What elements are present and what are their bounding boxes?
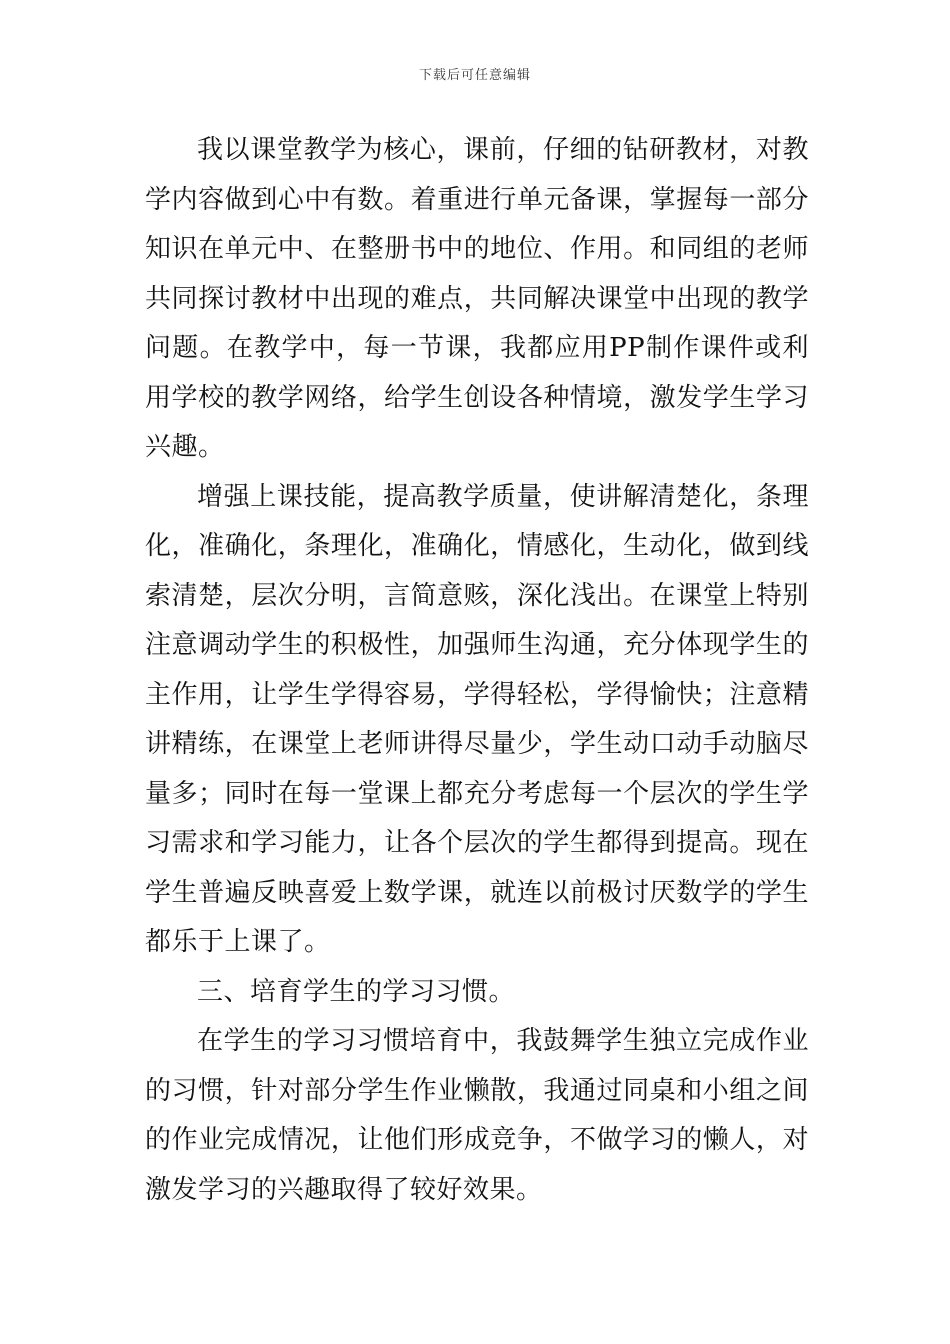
paragraph-teaching-quality: 增强上课技能，提高教学质量，使讲解清楚化，条理化，准确化，条理化，准确化，情感化，生动化，做到线索清楚，层次分明，言简意赅，深化浅出。在课堂上特别注意调动学生的积极性，加强师生沟通，充分体现学生的主作用，让学生学得容易，学得轻松，学得愉快；注意精讲精练，在课堂上老师讲得尽量少，学生动口动手动脑尽量多；同时在每一堂课上都充分考虑每一个层次的学生学习需求和学习能力，让各个层次的学生都得到提高。现在学生普遍反映喜爱上数学课，就连以前极讨厌数学的学生都乐于上课了。	[145, 481, 809, 957]
section-heading-study-habits: 三、培育学生的学习习惯。	[197, 976, 516, 1007]
paragraph-classroom-teaching: 我以课堂教学为核心，课前，仔细的钻研教材，对教学内容做到心中有数。着重进行单元备课，掌握每一部分知识在单元中、在整册书中的地位、作用。和同组的老师共同探讨教材中出现的难点，共同解决课堂中出现的教学问题。在教学中，每一节课，我都应用PP制作课件或利用学校的教学网络，给学生创设各种情境，激发学生学习兴趣。	[145, 135, 809, 462]
document-body	[145, 126, 809, 1215]
paragraph-study-habits: 在学生的学习习惯培育中，我鼓舞学生独立完成作业的习惯，针对部分学生作业懒散，我通过同桌和小组之间的作业完成情况，让他们形成竞争，不做学习的懒人，对激发学习的兴趣取得了较好效果。	[145, 1026, 809, 1205]
header-note: 下载后可任意编辑	[418, 68, 531, 83]
